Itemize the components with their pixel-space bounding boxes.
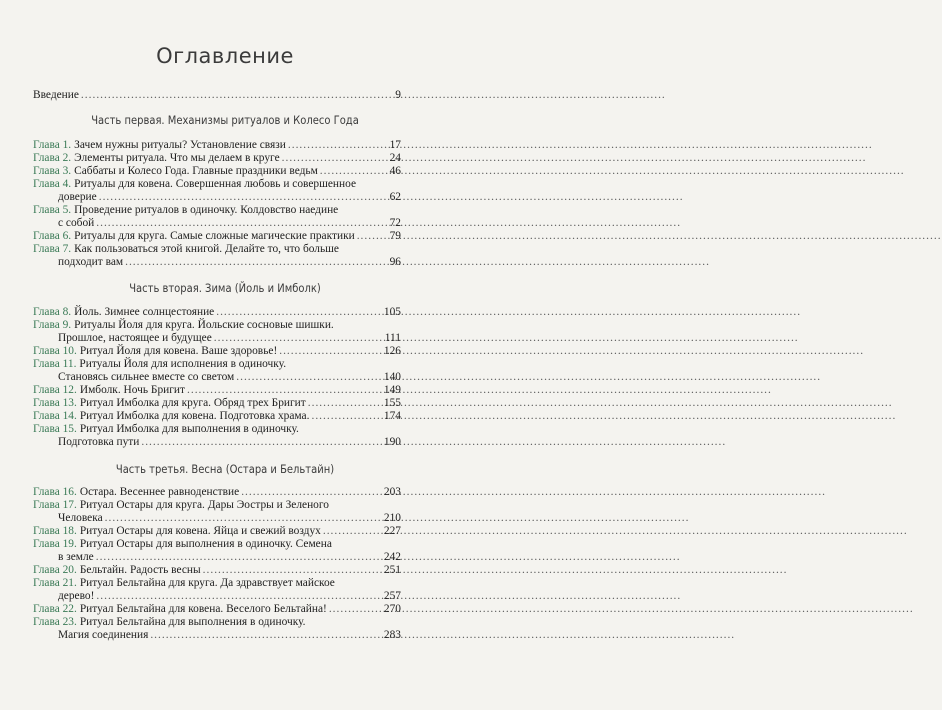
leader-dots <box>125 256 388 269</box>
toc-entry-text: Становясь сильнее вместе со светом <box>58 371 235 383</box>
leader-dots <box>323 525 382 538</box>
toc-entry-text: Ритуалы Йоля для круга. Йольские сосновые шишки. <box>74 319 334 331</box>
toc-entry-intro[interactable] <box>33 89 401 102</box>
toc-page-number: 79 <box>389 230 401 242</box>
toc-entry-text: Прошлое, настоящее и будущее <box>58 332 212 344</box>
leader-dots <box>329 603 382 616</box>
toc-entry-text: Ритуалы для ковена. Совершенная любовь и совершенное <box>74 178 357 190</box>
toc-entry[interactable] <box>33 204 401 217</box>
chapter-label: Глава 5. <box>33 204 72 216</box>
toc-page-number: 111 <box>384 332 401 344</box>
chapter-label: Глава 1. <box>33 139 72 151</box>
toc-page-number: 24 <box>389 152 401 164</box>
leader-dots <box>150 629 382 642</box>
toc-page-number: 251 <box>383 564 401 576</box>
toc-page-number: 105 <box>383 306 401 318</box>
toc-page <box>0 0 450 710</box>
toc-page-number: 72 <box>389 217 401 229</box>
chapter-label: Глава 12. <box>33 384 77 396</box>
toc-page-number: 203 <box>383 486 401 498</box>
toc-page-number: 242 <box>383 551 401 563</box>
toc-entry[interactable] <box>33 499 401 512</box>
chapter-label: Глава 3. <box>33 165 72 177</box>
toc-entry[interactable] <box>33 410 401 423</box>
leader-dots <box>141 436 382 449</box>
leader-dots <box>216 306 382 319</box>
toc-entry[interactable] <box>33 616 401 629</box>
chapter-label: Глава 16. <box>33 486 77 498</box>
leader-dots <box>187 384 382 397</box>
toc-entry-text: Имболк. Ночь Бригит <box>79 384 186 396</box>
toc-entry[interactable] <box>33 564 401 577</box>
leader-dots <box>203 564 382 577</box>
chapter-label: Глава 10. <box>33 345 77 357</box>
toc-entry-text: Элементы ритуала. Что мы делаем в круге <box>74 152 280 164</box>
leader-dots <box>236 371 382 384</box>
leader-dots <box>96 217 387 230</box>
toc-entry-continuation[interactable] <box>58 256 401 269</box>
toc-entry-text: Ритуал Имболка для круга. Обряд трех Бригит <box>79 397 306 409</box>
toc-entry[interactable] <box>33 358 401 371</box>
toc-entry-text: Йоль. Зимнее солнцестояние <box>74 306 215 318</box>
toc-entry-text: Ритуал Имболка для выполнения в одиночку. <box>79 423 299 435</box>
toc-entry-continuation[interactable] <box>58 332 401 345</box>
toc-entry[interactable] <box>33 243 401 256</box>
toc-entry-text: в земле <box>58 551 94 563</box>
leader-dots <box>96 551 382 564</box>
toc-entry-text: Ритуалы для круга. Самые сложные магические практики <box>74 230 355 242</box>
leader-dots <box>81 89 385 102</box>
toc-entry-text: Ритуал Йоля для ковена. Ваше здоровье! <box>79 345 278 357</box>
chapter-label: Глава 9. <box>33 319 72 331</box>
chapter-label: Глава 14. <box>33 410 77 422</box>
part-heading-2: Часть вторая. Зима (Йоль и Имболк) <box>129 281 321 295</box>
toc-entry-text: Ритуал Бельтайна для выполнения в одиночку. <box>79 616 306 628</box>
chapter-label: Глава 8. <box>33 306 72 318</box>
chapter-label: Глава 13. <box>33 397 77 409</box>
toc-entry-text: подходит вам <box>58 256 124 268</box>
chapter-label: Глава 18. <box>33 525 77 537</box>
part-heading-3: Часть третья. Весна (Остара и Бельтайн) <box>115 462 335 476</box>
chapter-label: Глава 7. <box>33 243 72 255</box>
toc-entry[interactable] <box>33 603 401 616</box>
toc-entry-text: Человека <box>58 512 103 524</box>
toc-entry-continuation[interactable] <box>58 551 401 564</box>
toc-entry-continuation[interactable] <box>58 371 401 384</box>
toc-page-number: 174 <box>383 410 401 422</box>
toc-page-number: 190 <box>383 436 401 448</box>
toc-entry-text: доверие <box>58 191 97 203</box>
toc-entry[interactable] <box>33 525 401 538</box>
chapter-label: Глава 21. <box>33 577 77 589</box>
toc-entry[interactable] <box>33 384 401 397</box>
toc-entry-continuation[interactable] <box>58 629 401 642</box>
page-title: Оглавление <box>156 44 294 68</box>
toc-page-number: 149 <box>383 384 401 396</box>
part-heading-1: Часть первая. Механизмы ритуалов и Колесо Года <box>91 113 359 127</box>
leader-dots <box>357 230 385 243</box>
toc-entry-text: Ритуал Остары для выполнения в одиночку. Семена <box>79 538 332 550</box>
toc-entry-text: Бельтайн. Радость весны <box>79 564 201 576</box>
toc-entry-text: Зачем нужны ритуалы? Установление связи <box>74 139 286 151</box>
chapter-label: Глава 17. <box>33 499 77 511</box>
toc-page-number: 270 <box>383 603 401 615</box>
leader-dots <box>105 512 382 525</box>
leader-dots <box>99 191 388 204</box>
toc-entry-text: Подготовка пути <box>58 436 140 448</box>
toc-entry-text: Остара. Весеннее равноденствие <box>79 486 240 498</box>
toc-page-number: 155 <box>383 397 401 409</box>
toc-entry[interactable] <box>33 319 401 332</box>
toc-entry[interactable] <box>33 306 401 319</box>
toc-entry-continuation[interactable] <box>58 590 401 603</box>
toc-page-number: 62 <box>389 191 401 203</box>
toc-page-number: 126 <box>383 345 401 357</box>
toc-entry-continuation[interactable] <box>58 217 401 230</box>
toc-entry[interactable] <box>33 230 401 243</box>
toc-entry-continuation[interactable] <box>58 436 401 449</box>
toc-entry-text: Саббаты и Колесо Года. Главные праздники ведьм <box>74 165 318 177</box>
toc-page-number: 257 <box>383 590 401 602</box>
toc-entry-text: Ритуал Остары для ковена. Яйца и свежий воздух <box>79 525 321 537</box>
chapter-label: Глава 22. <box>33 603 77 615</box>
toc-entry-text: Как пользоваться этой книгой. Делайте то, что больше <box>74 243 339 255</box>
leader-dots <box>311 410 381 423</box>
leader-dots <box>96 590 382 603</box>
leader-dots <box>320 165 385 178</box>
toc-page-number: 140 <box>383 371 401 383</box>
chapter-label: Глава 19. <box>33 538 77 550</box>
toc-entry-text: Ритуал Бельтайна для круга. Да здравствует майское <box>79 577 335 589</box>
leader-dots <box>288 139 385 152</box>
leader-dots <box>308 397 382 410</box>
toc-page-number: 227 <box>383 525 401 537</box>
toc-entry[interactable] <box>33 152 401 165</box>
leader-dots <box>214 332 383 345</box>
chapter-label: Глава 23. <box>33 616 77 628</box>
toc-entry[interactable] <box>33 486 401 499</box>
toc-entry[interactable] <box>33 397 401 410</box>
toc-page-number: 96 <box>389 256 401 268</box>
leader-dots <box>241 486 382 499</box>
toc-entry[interactable] <box>33 423 401 436</box>
toc-entry-text: Ритуал Имболка для ковена. Подготовка храма. <box>79 410 310 422</box>
chapter-label: Глава 11. <box>33 358 77 370</box>
toc-entry[interactable] <box>33 577 401 590</box>
toc-entry[interactable] <box>33 178 401 191</box>
chapter-label: Глава 20. <box>33 564 77 576</box>
chapter-label: Глава 2. <box>33 152 72 164</box>
toc-entry[interactable] <box>33 165 401 178</box>
toc-page-number: 17 <box>389 139 401 151</box>
toc-entry-text: Ритуал Бельтайна для ковена. Веселого Бельтайна! <box>79 603 327 615</box>
toc-entry[interactable] <box>33 139 401 152</box>
toc-entry-text: Магия соединения <box>58 629 149 641</box>
toc-page-number: 9 <box>395 89 401 101</box>
chapter-label: Глава 15. <box>33 423 77 435</box>
toc-entry-text: Проведение ритуалов в одиночку. Колдовство наедине <box>74 204 339 216</box>
toc-page-number: 283 <box>383 629 401 641</box>
toc-entry[interactable] <box>33 538 401 551</box>
leader-dots <box>282 152 385 165</box>
toc-entry-text: дерево! <box>58 590 95 602</box>
chapter-label: Глава 6. <box>33 230 72 242</box>
chapter-label: Глава 4. <box>33 178 72 190</box>
toc-entry-continuation[interactable] <box>58 512 401 525</box>
toc-entry-continuation[interactable] <box>58 191 401 204</box>
toc-entry-text: Введение <box>33 89 79 101</box>
toc-entry-text: Ритуал Остары для круга. Дары Эостры и Зеленого <box>79 499 329 511</box>
toc-page-number: 46 <box>389 165 401 177</box>
leader-dots <box>279 345 382 358</box>
toc-entry-text: с собой <box>58 217 95 229</box>
toc-entry-text: Ритуалы Йоля для исполнения в одиночку. <box>79 358 287 370</box>
toc-entry[interactable] <box>33 345 401 358</box>
toc-page-number: 210 <box>383 512 401 524</box>
